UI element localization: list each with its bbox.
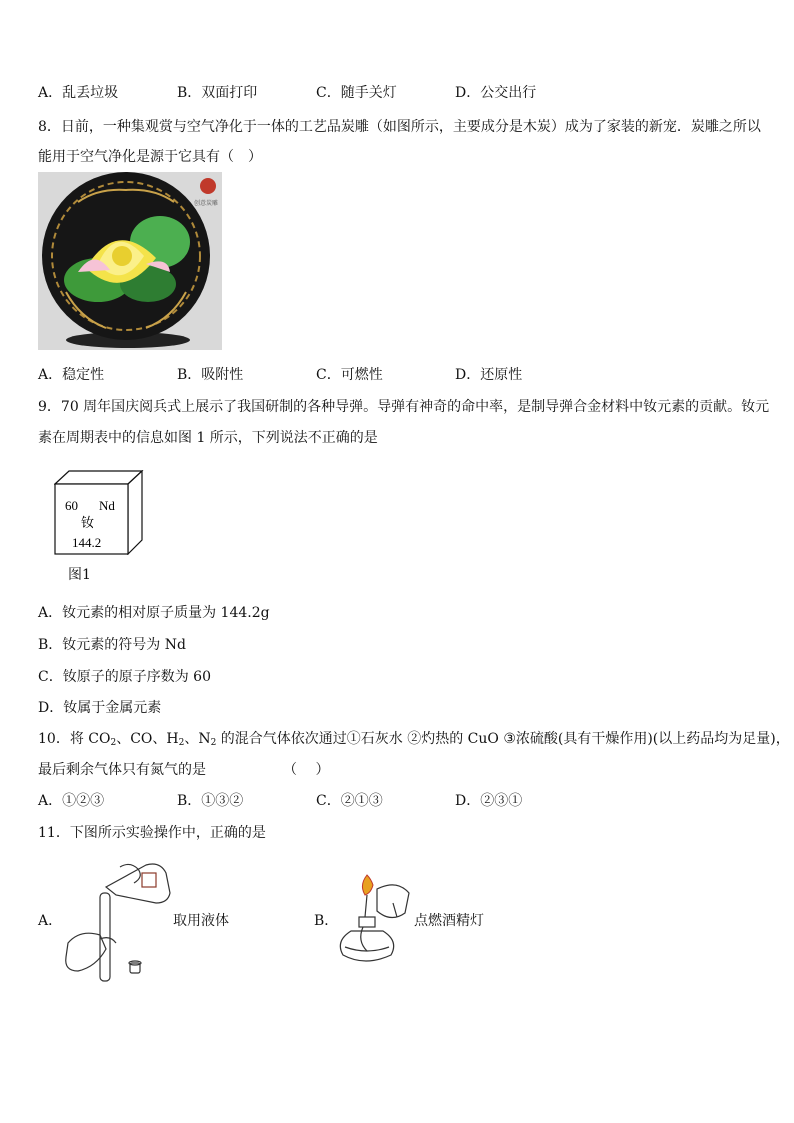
q11-option-b-letter[interactable]: B． bbox=[314, 913, 339, 929]
stamp-text: 创意炭雕 bbox=[193, 200, 219, 207]
q10-stem-line1: 10．将 $CO_2$、CO、$H_2$、$N_2$ 的混合气体依次通过①石灰水 ②灼热的 CuO ③浓硫酸(具有干燥作用)(以上药品均为足量)， bbox=[38, 731, 790, 748]
q8-option-a[interactable]: A．稳定性 bbox=[38, 367, 105, 383]
q8-stem-line1: 8．日前，一种集观赏与空气净化于一体的工艺品炭雕（如图所示，主要成分是木炭）成为了家装的新宠．炭雕之所以 bbox=[38, 119, 761, 135]
q11-option-b-label: 点燃酒精灯 bbox=[414, 913, 484, 929]
q9-option-a[interactable]: A．钕元素的相对原子质量为 144.2g bbox=[38, 605, 270, 621]
q7-option-a[interactable]: A．乱丢垃圾 bbox=[38, 85, 119, 101]
q7-option-c[interactable]: C．随手关灯 bbox=[316, 85, 397, 101]
element-cell-figure bbox=[54, 470, 144, 555]
q8-option-c[interactable]: C．可燃性 bbox=[316, 367, 383, 383]
q10-options bbox=[38, 790, 594, 810]
q10-stem-line2: 最后剩余气体只有氮气的是 （ ） bbox=[38, 762, 330, 778]
q9-option-c[interactable]: C．钕原子的原子序数为 60 bbox=[38, 669, 211, 685]
q10-option-c[interactable]: C．②①③ bbox=[316, 793, 383, 809]
q10-option-a[interactable]: A．①②③ bbox=[38, 793, 105, 809]
q9-option-d[interactable]: D．钕属于金属元素 bbox=[38, 700, 162, 716]
q8-stem-line2: 能用于空气净化是源于它具有（ ） bbox=[38, 149, 262, 165]
q8-option-b[interactable]: B．吸附性 bbox=[177, 367, 244, 383]
charcoal-carving-image bbox=[38, 172, 222, 350]
element-mass: 144.2 bbox=[72, 535, 102, 550]
q7-option-b[interactable]: B．双面打印 bbox=[177, 85, 258, 101]
pour-liquid-illustration bbox=[60, 857, 172, 982]
q9-stem-line2: 素在周期表中的信息如图 1 所示，下列说法不正确的是 bbox=[38, 430, 378, 446]
q11-stem: 11．下图所示实验操作中，正确的是 bbox=[38, 825, 266, 841]
q10-option-b[interactable]: B．①③② bbox=[177, 793, 244, 809]
q7-options bbox=[38, 82, 594, 102]
q8-options bbox=[38, 364, 594, 384]
q9-option-b[interactable]: B．钕元素的符号为 Nd bbox=[38, 637, 186, 653]
q8-option-d[interactable]: D．还原性 bbox=[455, 367, 523, 383]
alcohol-lamp-illustration bbox=[333, 873, 417, 965]
element-symbol: Nd bbox=[99, 498, 115, 513]
q10-option-d[interactable]: D．②③① bbox=[455, 793, 523, 809]
q11-option-a-label: 取用液体 bbox=[173, 913, 229, 929]
element-number: 60 bbox=[65, 498, 78, 513]
figure-caption: 图1 bbox=[68, 567, 91, 583]
q7-option-d[interactable]: D．公交出行 bbox=[455, 85, 537, 101]
q11-option-a-letter[interactable]: A． bbox=[38, 913, 63, 929]
q9-stem-line1: 9．70 周年国庆阅兵式上展示了我国研制的各种导弹。导弹有神奇的命中率，是制导弹合金材料中钕元素的贡献。钕元 bbox=[38, 399, 770, 415]
element-name: 钕 bbox=[81, 516, 95, 531]
